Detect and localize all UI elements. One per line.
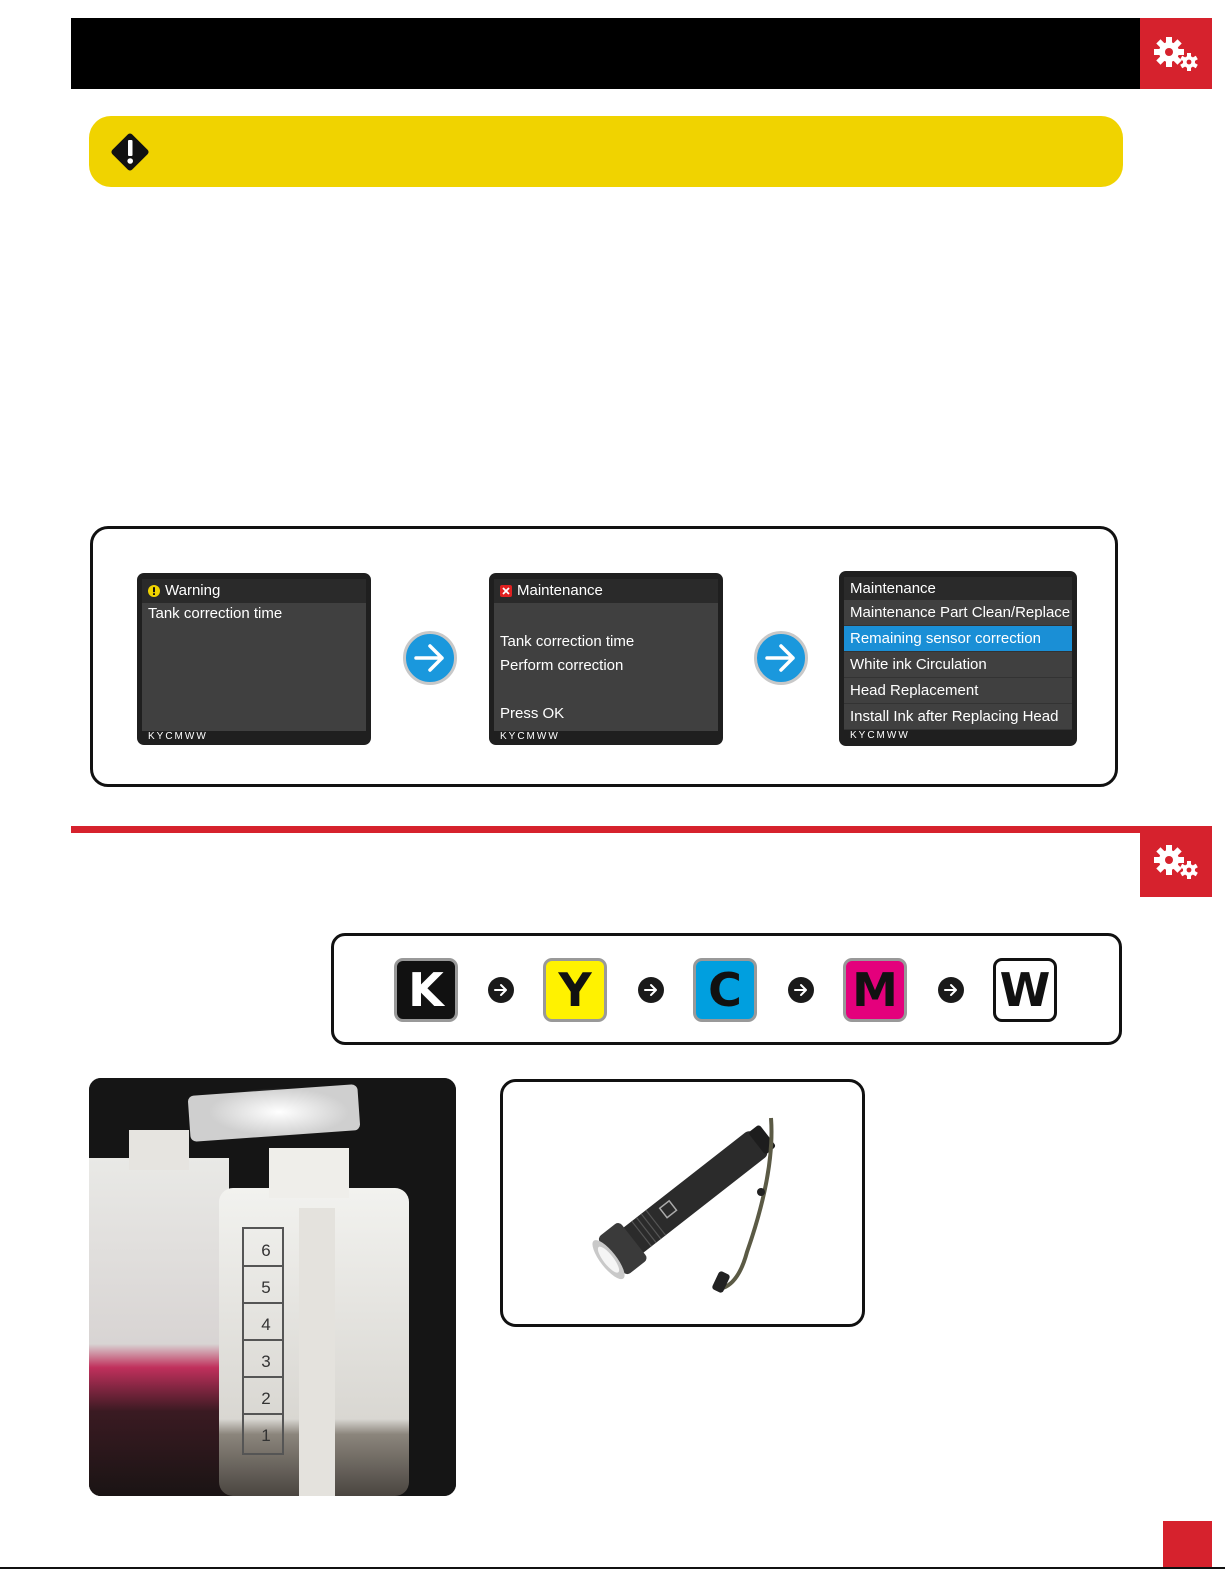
ink-tile-k (394, 958, 458, 1022)
error-x-icon (500, 585, 512, 597)
menu-item[interactable]: Head Replacement (844, 678, 1072, 704)
screen-ink-status: KYCMWW (850, 730, 910, 741)
tank-scale-label: 5 (261, 1278, 271, 1297)
ink-tile-w (993, 958, 1057, 1022)
screen-line: Tank correction time (500, 633, 635, 650)
page-bottom-rule (0, 1567, 1225, 1569)
screen-title: Maintenance (517, 582, 603, 599)
screen-line: Perform correction (500, 657, 624, 674)
screen-body (494, 603, 718, 731)
ink-letter: Y (558, 963, 592, 1017)
flashlight-icon (503, 1082, 862, 1324)
arrow-right-icon (938, 977, 964, 1003)
ink-tank-photo (89, 1078, 456, 1496)
tank-scale-label: 4 (261, 1315, 271, 1334)
header-bar (71, 18, 1141, 89)
arrow-right-icon (403, 631, 457, 685)
screen-title-row (494, 579, 718, 603)
flashlight-image-box (500, 1079, 865, 1327)
screen-body (142, 603, 366, 731)
ink-letter: C (708, 963, 742, 1017)
screen-title-row (844, 577, 1072, 600)
ink-tile-y (543, 958, 607, 1022)
ink-tile-m (843, 958, 907, 1022)
panel-screen-maintenance-menu (839, 571, 1077, 746)
ink-letter: W (999, 963, 1051, 1017)
arrow-right-icon (754, 631, 808, 685)
tank-scale-label: 1 (261, 1426, 271, 1445)
warning-diamond-icon (107, 129, 153, 175)
screen-title-row (142, 579, 366, 603)
ink-letter: K (408, 963, 444, 1017)
warning-circle-icon (148, 585, 160, 597)
screen-line: Press OK (500, 705, 565, 722)
arrow-right-icon (638, 977, 664, 1003)
menu-item[interactable]: White ink Circulation (844, 652, 1072, 678)
section-divider (71, 826, 1141, 833)
gears-icon (1140, 18, 1212, 89)
screen-ink-status: KYCMWW (148, 731, 208, 742)
tank-scale-label: 6 (261, 1241, 271, 1260)
page-number-tab (1163, 1521, 1212, 1567)
panel-screen-warning (137, 573, 371, 745)
screen-title: Warning (165, 582, 221, 599)
arrow-right-icon (788, 977, 814, 1003)
menu-item[interactable]: Install Ink after Replacing Head (844, 704, 1072, 730)
tank-scale-label: 2 (261, 1389, 271, 1408)
gears-icon (1140, 826, 1212, 897)
screen-ink-status: KYCMWW (500, 731, 560, 742)
warning-banner (89, 116, 1123, 187)
tank-scale-label: 3 (261, 1352, 271, 1371)
ink-letter: M (852, 963, 898, 1017)
menu-item[interactable]: Maintenance Part Clean/Replace (844, 600, 1072, 626)
arrow-right-icon (488, 977, 514, 1003)
menu-item-selected[interactable]: Remaining sensor correction (844, 626, 1072, 652)
screen-title: Maintenance (850, 580, 936, 597)
panel-screen-maintenance-prompt (489, 573, 723, 745)
ink-tile-c (693, 958, 757, 1022)
screen-line: Tank correction time (148, 605, 283, 622)
